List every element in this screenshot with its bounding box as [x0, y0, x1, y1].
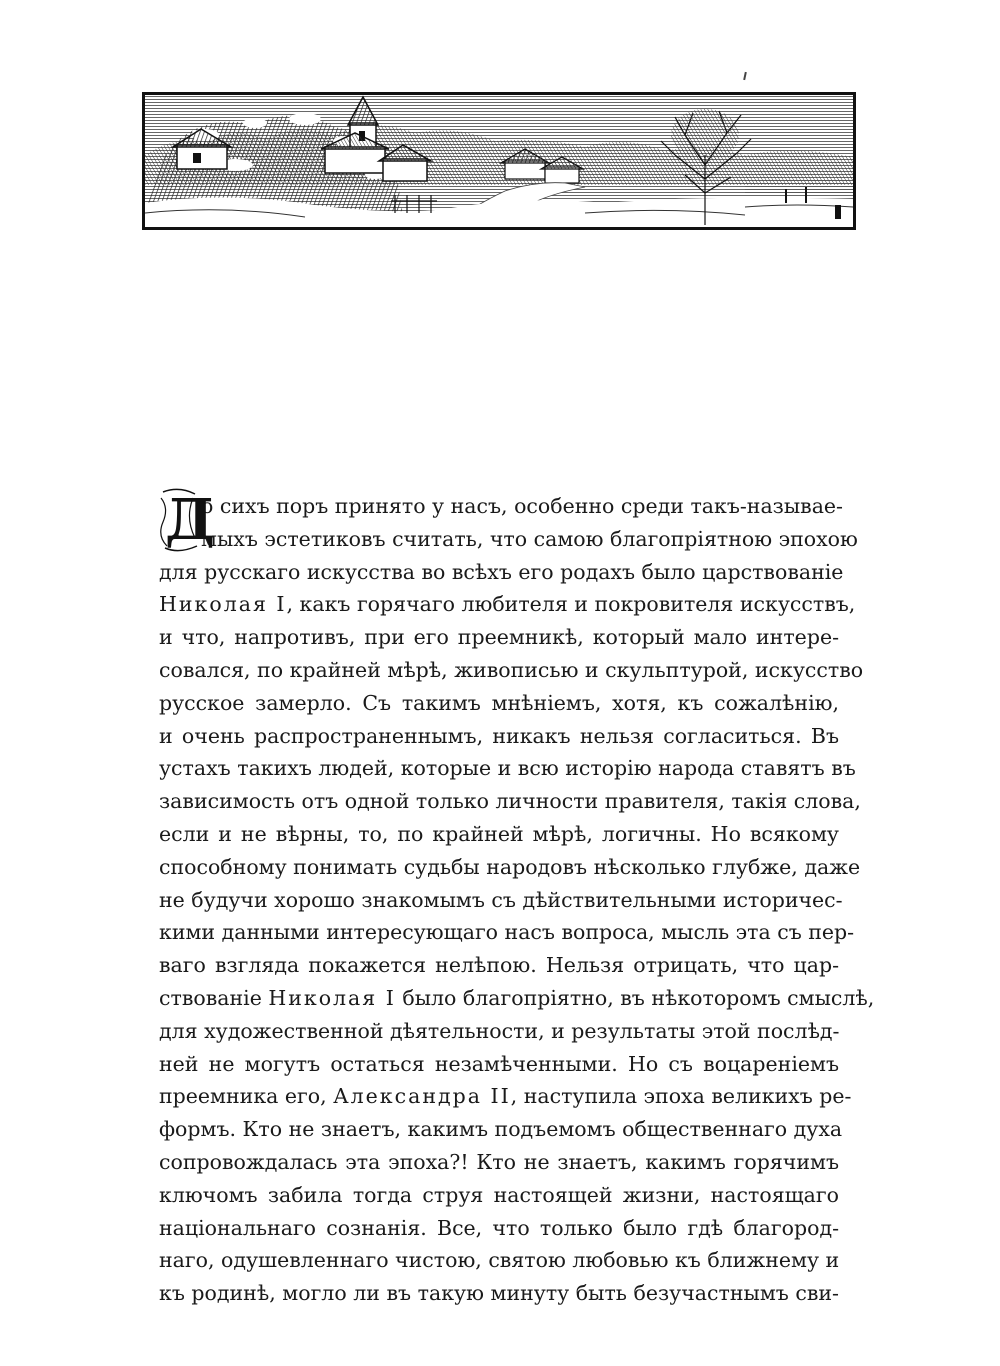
body-text — [159, 487, 875, 1310]
headpiece-illustration — [142, 92, 856, 230]
text-line: кими данными интересующаго насъ вопроса, мысль эта съ пер- — [159, 920, 855, 945]
text-line: для художественной дѣятельности, и результаты этой послѣд- — [159, 1018, 840, 1043]
text-line: способному понимать судьбы народовъ нѣсколько глубже, даже — [159, 854, 861, 879]
text-line: формъ. Кто не знаетъ, какимъ подъемомъ общественнаго духа — [159, 1117, 843, 1142]
text-line: національнаго сознанія. Все, что только было гдѣ благород- — [159, 1215, 839, 1240]
drop-cap-letter: Д — [165, 487, 215, 553]
text-line: мыхъ эстетиковъ считать, что самою благопріятною эпохою — [201, 526, 858, 551]
winter-village-engraving — [145, 95, 853, 227]
name-nikolai: Николая I — [268, 985, 396, 1010]
stray-ink-mark — [743, 72, 747, 80]
text-line: если и не вѣрны, то, по крайней мѣрѣ, логичны. Но всякому — [159, 821, 839, 846]
text-line: ваго взгляда покажется нелѣпою. Нельзя отрицать, что цар- — [159, 953, 839, 978]
text-line: для русскаго искусства во всѣхъ его родахъ было царствованіе — [159, 559, 844, 584]
text-line: о сихъ поръ принято у насъ, особенно среди такъ-называе- — [201, 494, 843, 518]
text-line: преемника его, Александра II, наступила эпоха великихъ ре- — [159, 1084, 852, 1109]
text-line: Николая I, какъ горячаго любителя и покровителя искусствъ, — [159, 592, 856, 617]
text-line: къ родинѣ, могло ли въ такую минуту быть безучастнымъ сви- — [159, 1281, 839, 1306]
text-line: наго, одушевленнаго чистою, святою любовью къ ближнему и — [159, 1248, 840, 1273]
text-line: совался, по крайней мѣрѣ, живописью и скульптурой, искусство — [159, 657, 864, 682]
name-alexander: Александра II — [333, 1084, 511, 1109]
text-line: сопровождалась эта эпоха?! Кто не знаетъ, какимъ горячимъ — [159, 1149, 839, 1174]
text-line: ключомъ забила тогда струя настоящей жизни, настоящаго — [159, 1182, 839, 1207]
text-line: и очень распространеннымъ, никакъ нельзя согласиться. Въ — [159, 723, 839, 748]
text-line: устахъ такихъ людей, которые и всю исторію народа ставятъ въ — [159, 756, 856, 781]
drop-cap — [159, 487, 215, 554]
text-line: зависимость отъ одной только личности правителя, такія слова, — [159, 789, 861, 814]
text-line: ствованіе Николая I было благопріятно, въ нѣкоторомъ смыслѣ, — [159, 985, 875, 1010]
name-nikolai: Николая I — [159, 592, 287, 617]
text-line: ней не могутъ остаться незамѣченными. Но съ воцареніемъ — [159, 1051, 839, 1076]
text-line: не будучи хорошо знакомымъ съ дѣйствительными историчес- — [159, 887, 843, 912]
text-line: русское замерло. Съ такимъ мнѣніемъ, хотя, къ сожалѣнію, — [159, 690, 839, 715]
text-line: и что, напротивъ, при его преемникѣ, который мало интере- — [159, 625, 839, 650]
